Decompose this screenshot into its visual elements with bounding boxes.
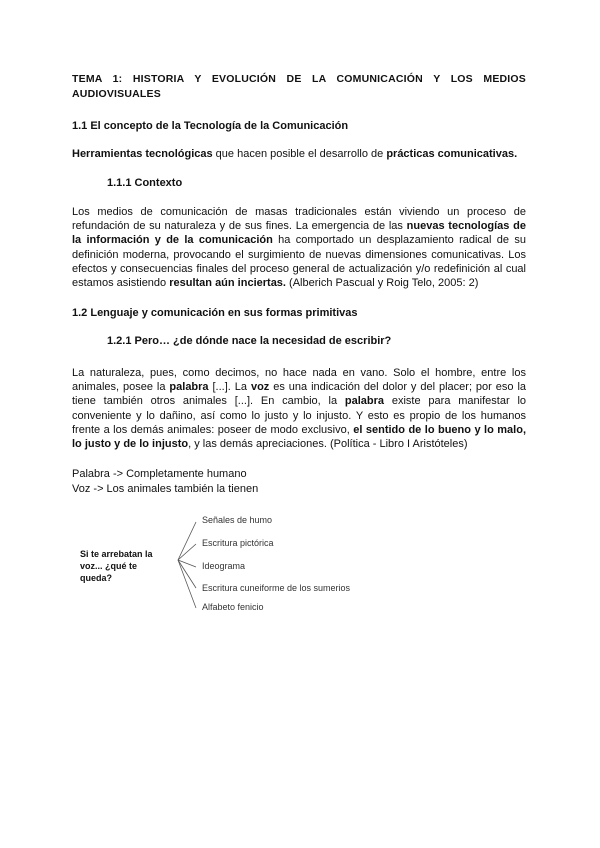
quote-bold-h: el sentido de lo bueno y lo malo, lo justo y de lo injusto	[72, 423, 526, 451]
writing-origins-diagram	[72, 510, 412, 620]
branch-smoke-signals: Señales de humo	[202, 515, 273, 525]
branch-line-1	[178, 522, 196, 560]
quote-bold-f: palabra	[344, 395, 385, 408]
section-heading-1-1: 1.1 El concepto de la Tecnología de la Comunicación	[72, 120, 349, 132]
context-text-a: Los medios de comunicación de masas tradicionales están viviendo un proceso de refundación de su naturaleza y de sus fines. La emergencia de las	[72, 206, 526, 233]
context-paragraph	[72, 205, 526, 290]
tools-bold-1: Herramientas tecnológicas	[72, 148, 213, 160]
branch-phoenician-alphabet: Alfabeto fenicio	[202, 602, 264, 612]
aristotle-quote-paragraph	[72, 366, 526, 451]
quote-text-i: , y las demás apreciaciones. (Política - Libro I Aristóteles)	[188, 438, 468, 451]
branch-pictographic-writing: Escritura pictórica	[202, 538, 274, 548]
quote-bold-b: palabra	[169, 381, 209, 394]
quote-text-c: [...]. La	[208, 381, 251, 394]
palabra-line: Palabra -> Completamente humano	[72, 468, 247, 480]
quote-text-e: es una indicación del dolor y del placer; por eso la tiene también otros animales [...]. En cambio, la	[72, 381, 527, 408]
subsection-heading-1-2-1: 1.2.1 Pero… ¿de dónde nace la necesidad de escribir?	[107, 335, 392, 347]
section-heading-1-2: 1.2 Lenguaje y comunicación en sus formas primitivas	[72, 307, 358, 319]
quote-text-g: existe para manifestar lo conveniente y lo dañino, así como lo justo y lo injusto. Y esto es propio de los humanos frente a los demás animales: poseer de modo exclusivo,	[72, 395, 526, 436]
branch-line-2	[178, 544, 196, 560]
context-text-c: ha comportado un desplazamiento radical de su definición moderna, provocando el surgimiento de nuevas dimensiones comunicativas. Los efectos y consecuencias finales del proceso general de actualización y/o redefinición al cual estamos asistiendo	[72, 234, 526, 290]
subsection-heading-1-1-1: 1.1.1 Contexto	[107, 177, 183, 189]
tools-text: que hacen posible el desarrollo de	[212, 148, 387, 160]
tools-sentence	[72, 147, 526, 161]
context-bold-d: resultan aún inciertas.	[169, 277, 286, 290]
context-text-e: (Alberich Pascual y Roig Telo, 2005: 2)	[285, 277, 479, 290]
voz-line: Voz -> Los animales también la tienen	[72, 483, 259, 495]
page-title: TEMA 1: HISTORIA Y EVOLUCIÓN DE LA COMUNICACIÓN Y LOS MEDIOS AUDIOVISUALES	[72, 73, 526, 100]
branch-ideogram: Ideograma	[202, 561, 246, 571]
tools-bold-2: prácticas comunicativas.	[386, 148, 518, 160]
quote-bold-d: voz	[250, 381, 270, 394]
quote-text-a: La naturaleza, pues, como decimos, no hace nada en vano. Solo el hombre, entre los animales, posee la	[72, 367, 526, 394]
context-bold-b: nuevas tecnologías de la información y de la comunicación	[72, 220, 526, 247]
branch-cuneiform: Escritura cuneiforme de los sumerios	[202, 583, 351, 593]
diagram-question: Si te arrebatan la voz... ¿qué te queda?	[80, 549, 153, 583]
